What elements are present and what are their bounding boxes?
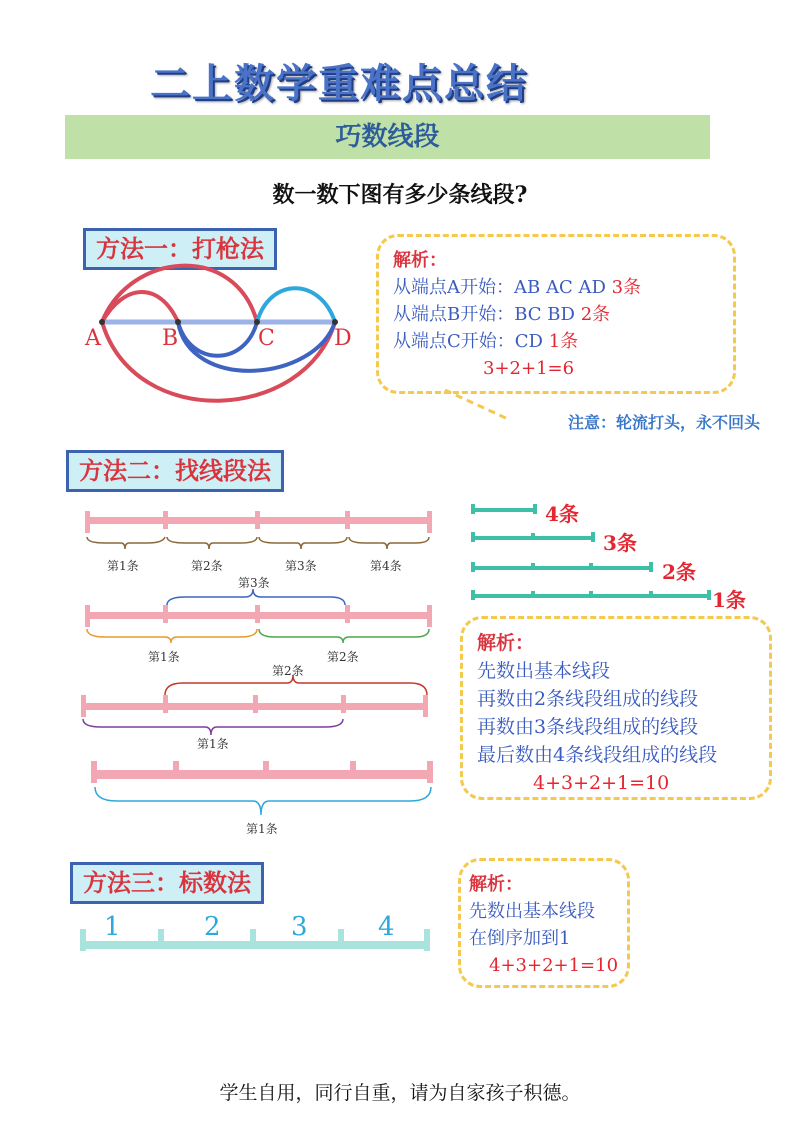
note-line: 在倒序加到1	[469, 928, 571, 949]
point-label-c: C	[258, 326, 275, 351]
note-formula: 4+3+2+1=10	[489, 955, 619, 976]
d2-label-top: 第3条	[238, 576, 270, 590]
segment-diagram-3	[81, 675, 428, 735]
segment-number-4: 4	[378, 912, 395, 942]
method1-tip: 注意：轮流打头，永不回头	[567, 413, 760, 432]
method3-label: 方法三：标数法	[70, 862, 264, 904]
note-formula: 4+3+2+1=10	[533, 772, 670, 794]
question-text: 数一数下图有多少条线段?	[272, 182, 528, 208]
d3-label-bottom: 第1条	[197, 737, 229, 751]
note-line: 先数出基本线段	[477, 660, 611, 682]
page-title: 二上数学重难点总结	[150, 60, 528, 107]
method1-diagram	[75, 262, 375, 412]
point-b	[175, 319, 181, 325]
note-heading: 解析：	[477, 632, 535, 654]
arc-cd	[257, 288, 335, 322]
teal-segment-stack	[465, 498, 725, 608]
d3-label-top: 第2条	[272, 664, 304, 678]
note-heading: 解析：	[469, 874, 523, 895]
note-line: 从端点B开始：BC BD 2条	[393, 304, 611, 325]
method3-note	[458, 858, 630, 988]
note-heading: 解析：	[393, 250, 447, 271]
d4-label: 第1条	[246, 822, 278, 836]
note-line: 从端点A开始：AB AC AD 3条	[393, 277, 642, 298]
method2-note	[460, 616, 772, 800]
note-line: 先数出基本线段	[469, 901, 595, 922]
footer-note: 学生自用，同行自重，请为自家孩子积德。	[219, 1082, 581, 1104]
note-formula: 3+2+1=6	[483, 358, 575, 379]
teal-count-3: 3条	[603, 531, 637, 555]
teal-count-4: 4条	[545, 502, 579, 526]
arc-ac	[102, 266, 257, 322]
teal-count-2: 2条	[662, 560, 696, 584]
segment-number-3: 3	[291, 912, 308, 942]
segment-diagram-4	[91, 761, 433, 815]
teal-count-1: 1条	[712, 588, 746, 612]
d2-label-left: 第1条	[148, 650, 180, 664]
segment-diagram-2	[85, 589, 432, 643]
note-line: 从端点C开始：CD 1条	[393, 331, 579, 352]
point-d	[332, 319, 338, 325]
point-label-b: B	[162, 326, 179, 351]
d2-label-right: 第2条	[327, 650, 359, 664]
d1-label-1: 第1条	[107, 559, 139, 573]
d1-label-3: 第3条	[285, 559, 317, 573]
arc-ad	[102, 322, 335, 401]
segment-number-2: 2	[204, 912, 221, 942]
d1-label-4: 第4条	[370, 559, 402, 573]
method2-label: 方法二：找线段法	[66, 450, 284, 492]
point-a	[99, 319, 105, 325]
arc-ab	[102, 292, 178, 322]
method1-label: 方法一：打枪法	[83, 228, 277, 270]
topic-banner: 巧数线段	[65, 115, 710, 159]
d1-label-2: 第2条	[191, 559, 223, 573]
note-line: 最后数由4条线段组成的线段	[477, 744, 718, 766]
method1-note	[376, 234, 736, 394]
note-line: 再数由2条线段组成的线段	[477, 688, 699, 710]
point-label-d: D	[334, 326, 352, 351]
segment-number-1: 1	[104, 912, 121, 942]
point-label-a: A	[85, 326, 101, 351]
point-c	[254, 319, 260, 325]
segment-diagram-1	[85, 511, 432, 549]
note-line: 再数由3条线段组成的线段	[477, 716, 699, 738]
speech-tail	[440, 388, 520, 428]
method2-diagrams	[75, 505, 445, 845]
